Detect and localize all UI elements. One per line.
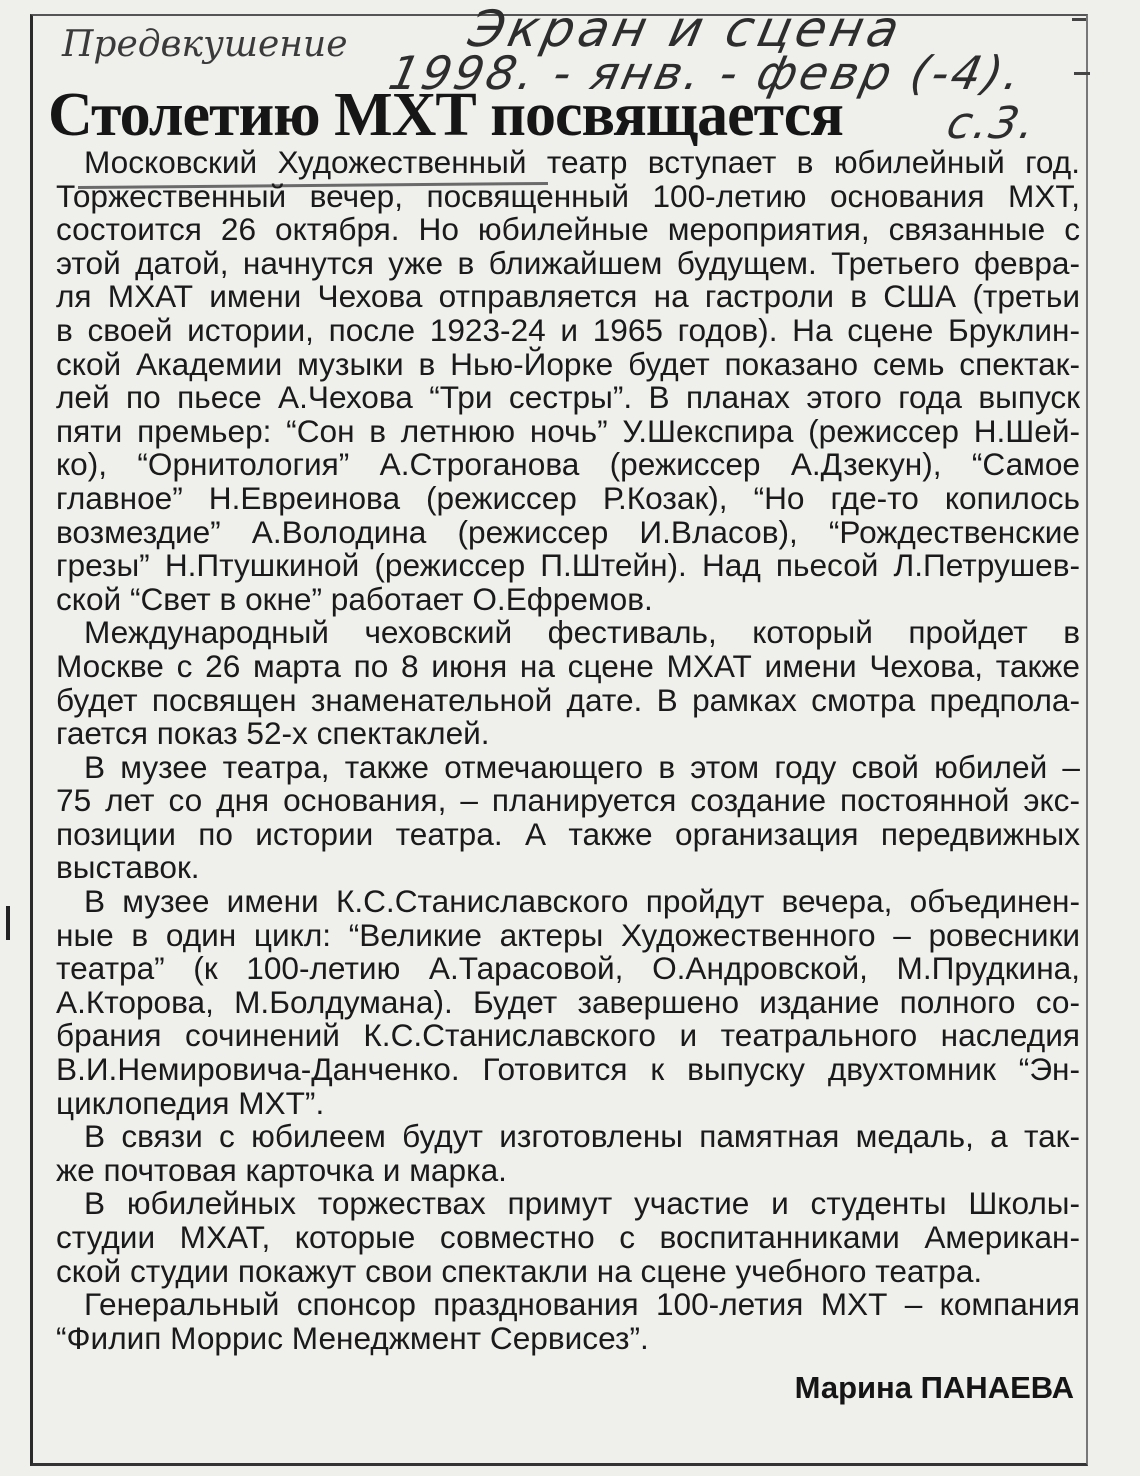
article-line: Московский Художественный театр вступает в юбилейный год. xyxy=(84,144,1080,180)
article-line: ской Академии музыки в Нью-Йорке будет показано семь спектак- xyxy=(56,345,1080,382)
article-line: главное” Н.Евреинова (режиссер Р.Козак), “Но где-то копилось xyxy=(56,479,1080,516)
article-line: же почтовая карточка и марка. xyxy=(56,1151,507,1188)
article-line: ля МХАТ имени Чехова отправляется на гастроли в США (третьи xyxy=(56,278,1080,315)
article-line: 75 лет со дня основания, – планируется создание постоянной экс- xyxy=(56,782,1080,819)
pen-dash xyxy=(1072,18,1086,21)
article-line: гается показ 52-х спектаклей. xyxy=(56,715,490,752)
article-line: А.Кторова, М.Болдумана). Будет завершено издание полного со- xyxy=(56,983,1080,1020)
article-line: ской студии покажут свои спектакли на сцене учебного театра. xyxy=(56,1252,983,1289)
article-line: В музее театра, также отмечающего в этом году свой юбилей – xyxy=(84,748,1080,785)
article-line: ко), “Орнитология” А.Строганова (режиссер А.Дзекун), “Самое xyxy=(56,446,1080,483)
article-line: пяти премьер: “Сон в летнюю ночь” У.Шекспира (режиссер Н.Шей- xyxy=(56,412,1080,449)
article-line: Генеральный спонсор празднования 100-летия МХТ – компания xyxy=(84,1286,1080,1323)
author-signature: Марина ПАНАЕВА xyxy=(794,1370,1074,1405)
rubric-title: Предвкушение xyxy=(62,24,348,65)
article-line: лей по пьесе А.Чехова “Три сестры”. В планах этого года выпуск xyxy=(56,379,1080,416)
handwritten-date: 1998. - янв. - февр (-4). xyxy=(384,46,1029,100)
article-line: выставок. xyxy=(56,849,200,886)
article-headline: Столетию МХТ посвящается xyxy=(48,81,843,149)
pen-dash xyxy=(1074,72,1090,75)
article-line: возмездие” А.Володина (режиссер И.Власов), “Рождественские xyxy=(56,513,1080,550)
article-line: Торжественный вечер, посвященный 100-летию основания МХТ, xyxy=(56,177,1080,214)
article-line: состоится 26 октября. Но юбилейные мероприятия, связанные с xyxy=(56,211,1080,248)
article-line: В.И.Немировича-Данченко. Готовится к выпуску двухтомник “Эн- xyxy=(56,1051,1080,1088)
article-line: грезы” Н.Птушкиной (режиссер П.Штейн). Над пьесой Л.Петрушев- xyxy=(56,547,1080,584)
article-line: брания сочинений К.С.Станиславского и театрального наследия xyxy=(56,1017,1080,1054)
article-line: театра” (к 100-летию А.Тарасовой, О.Андровской, М.Прудкина, xyxy=(56,950,1080,987)
article-line: В музее имени К.С.Станиславского пройдут вечера, объединен- xyxy=(84,883,1080,920)
article-line: В связи с юбилеем будут изготовлены памятная медаль, а так- xyxy=(84,1118,1080,1155)
handwritten-page: с.3. xyxy=(942,98,1042,149)
article-line: будет посвящен знаменательной дате. В рамках смотра предпола- xyxy=(56,681,1080,718)
handwritten-source: Экран и сцена xyxy=(463,0,909,58)
article-line: В юбилейных торжествах примут участие и студенты Школы- xyxy=(84,1185,1080,1222)
article-line: этой датой, начнутся уже в ближайшем будущем. Третьего февра- xyxy=(56,244,1080,281)
article-line: “Филип Моррис Менеджмент Сервисез”. xyxy=(56,1319,649,1356)
article-line: ные в один цикл: “Великие актеры Художественного – ровесники xyxy=(56,916,1080,953)
article-line: студии МХАТ, которые совместно с воспитанниками Американ- xyxy=(56,1219,1080,1255)
article-line: Москве с 26 марта по 8 июня на сцене МХАТ имени Чехова, также xyxy=(56,647,1080,684)
article-line: циклопедия МХТ”. xyxy=(56,1084,325,1121)
article-line: в своей истории, после 1923-24 и 1965 годов). На сцене Бруклин- xyxy=(56,311,1080,348)
article-body xyxy=(56,146,1080,1355)
article-line: Международный чеховский фестиваль, который пройдет в xyxy=(84,614,1080,651)
article-line: ской “Свет в окне” работает О.Ефремов. xyxy=(56,580,653,617)
article-line: позиции по истории театра. А также организация передвижных xyxy=(56,815,1080,852)
margin-mark xyxy=(6,906,10,940)
